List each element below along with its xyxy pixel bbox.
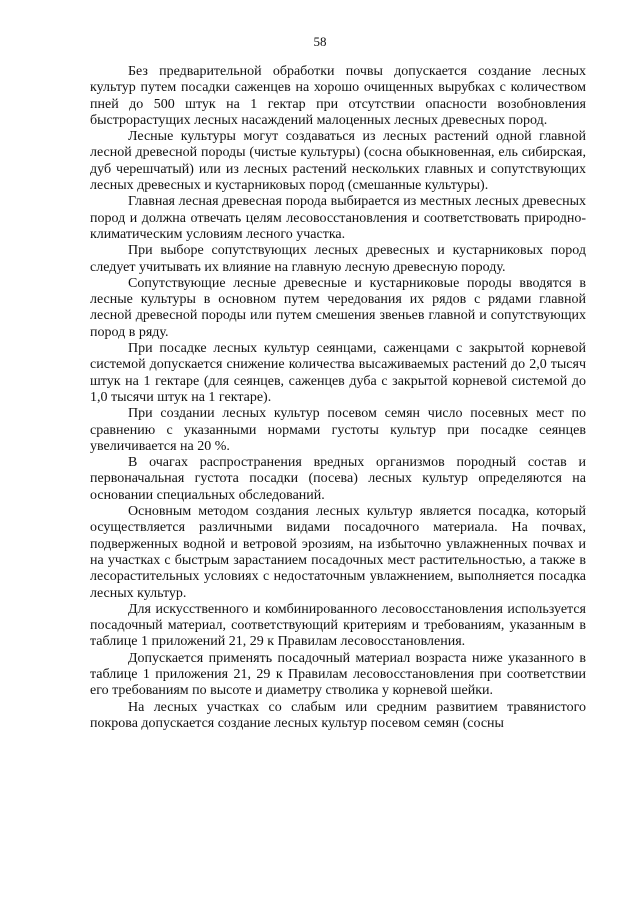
- paragraph: Основным методом создания лесных культур является посадка, который осуществляется различными видами посадочного материала. На почвах, подверженных водной и ветровой эрозиям, на избыточно увлажненных почвах и на участках с быстрым зарастанием посадочных мест растительностью, а также в лесорастительных условиях с недостаточным увлажнением, выполняется посадка лесных культур.: [90, 504, 586, 601]
- paragraph: На лесных участках со слабым или средним развитием травянистого покрова допускается создание лесных культур посевом семян (сосны: [90, 699, 586, 731]
- paragraph: В очагах распространения вредных организмов породный состав и первоначальная густота посадки (посева) лесных культур определяются на основании специальных обследований.: [90, 455, 586, 503]
- paragraph: При создании лесных культур посевом семян число посевных мест по сравнению с указанными нормами густоты культур при посадке сеянцев увеличивается на 20 %.: [90, 406, 586, 454]
- page-number: 58: [313, 34, 327, 49]
- paragraph: Лесные культуры могут создаваться из лесных растений одной главной лесной древесной породы (чистые культуры) (сосна обыкновенная, ель сибирская, дуб черешчатый) или из лесных растений нескольких главных и сопутствующих лесных древесных и кустарниковых пород (смешанные культуры).: [90, 129, 586, 194]
- paragraph: Для искусственного и комбинированного лесовосстановления используется посадочный материал, соответствующий критериям и требованиям, указанным в таблице 1 приложений 21, 29 к Правилам лесовосстановления.: [90, 601, 586, 650]
- paragraph: Главная лесная древесная порода выбирается из местных лесных древесных пород и должна отвечать целям лесовосстановления и соответствовать природно-климатическим условиям лесного участка.: [90, 194, 586, 242]
- paragraph: Без предварительной обработки почвы допускается создание лесных культур путем посадки саженцев на хорошо очищенных вырубках с количеством пней до 500 штук на 1 гектар при отсутствии опасности возобновления быстрорастущих лесных насаждений малоценных лесных древесных пород.: [90, 64, 586, 128]
- paragraph: Сопутствующие лесные древесные и кустарниковые породы вводятся в лесные культуры в основном путем чередования их рядов с рядами главной лесной древесной породы или путем смешения звеньев главной и сопутствующих пород в ряду.: [90, 275, 586, 340]
- paragraph: При выборе сопутствующих лесных древесных и кустарниковых пород следует учитывать их влияние на главную лесную древесную породу.: [90, 243, 586, 275]
- paragraph: Допускается применять посадочный материал возраста ниже указанного в таблице 1 приложения 21, 29 к Правилам лесовосстановления при соответствии его требованиям по высоте и диаметру стволика у корневой шейки.: [90, 650, 586, 699]
- page-body: [90, 64, 586, 732]
- paragraph: При посадке лесных культур сеянцами, саженцами с закрытой корневой системой допускается снижение количества высаживаемых растений до 2,0 тысяч штук на 1 гектаре (для сеянцев, саженцев дуба с закрытой корневой системой до 1,0 тысячи штук на 1 гектаре).: [90, 341, 586, 405]
